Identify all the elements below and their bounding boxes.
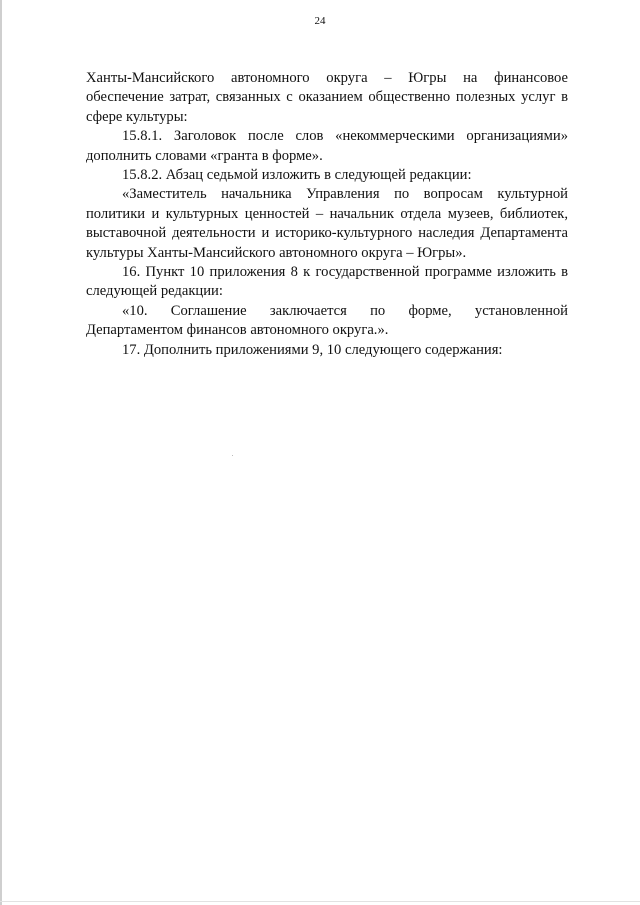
paragraph-quote-deputy-head: «Заместитель начальника Управления по вопросам культурной политики и культурных ценностей – начальник отдела музеев, библиотек, выставочной деятельности и историко-культурного наследия Департамента культуры Ханты-Мансийского автономного округа – Югры». [86,186,568,261]
scan-edge-bottom [0,901,640,902]
paragraph-15-8-1: 15.8.1. Заголовок после слов «некоммерческими организациями» дополнить словами «гранта в форме». [86,128,568,164]
paragraph-continuation: Ханты-Мансийского автономного округа – Югры на финансовое обеспечение затрат, связанных с оказанием общественно полезных услуг в сфере культуры: [86,70,568,125]
paragraph-15-8-2: 15.8.2. Абзац седьмой изложить в следующей редакции: [122,167,472,184]
document-body [86,69,568,360]
paragraph-quote-agreement: «10. Соглашение заключается по форме, установленной Департаментом финансов автономного округа.». [86,302,568,339]
paragraph-16: 16. Пункт 10 приложения 8 к государственной программе изложить в следующей редакции: [86,264,568,300]
scan-edge-left [0,0,2,905]
scan-speck [232,455,233,456]
paragraph-17: 17. Дополнить приложениями 9, 10 следующего содержания: [122,341,503,358]
page-number: 24 [314,15,326,27]
